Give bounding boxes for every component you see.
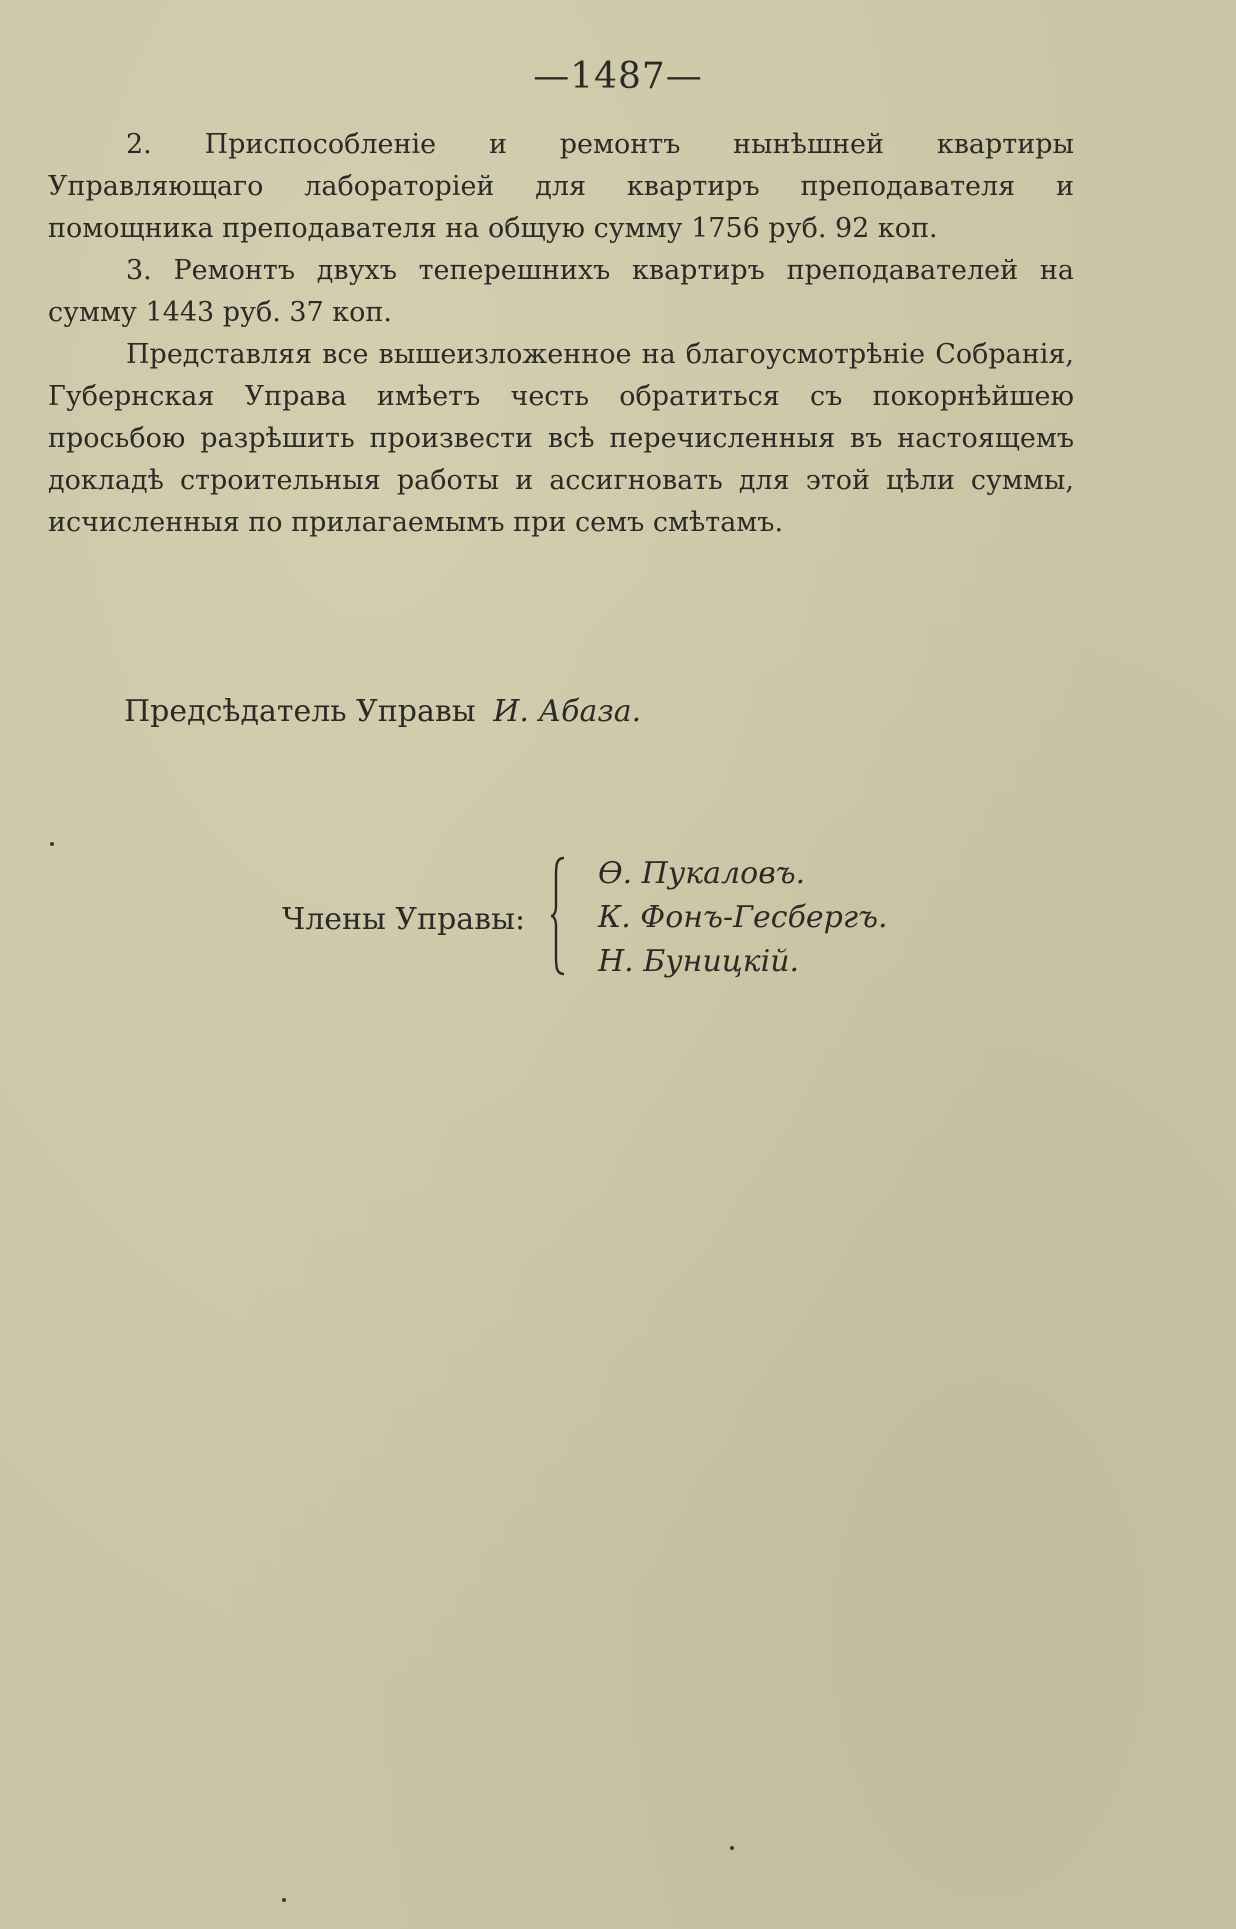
members-label: Члены Управы: — [282, 902, 526, 937]
paragraph-item-2: 2. Приспособленіе и ремонтъ нынѣшней квартиры Управляющаго лабораторіей для квартиръ преподавателя и помощника преподавателя на общую сумму 1756 руб. 92 коп. — [48, 129, 1074, 244]
page-number: —1487— — [533, 56, 703, 97]
member-name: Н. Буницкій. — [598, 944, 800, 979]
members-list — [598, 852, 888, 984]
member-name: К. Фонъ-Гесбергъ. — [598, 900, 888, 935]
paragraph-conclusion: Представляя все вышеизложенное на благоусмотрѣніе Собранія, Губернская Управа имѣетъ честь обратиться съ покорнѣйшею просьбою разрѣшить произвести всѣ перечисленныя въ настоящемъ докладѣ строительныя работы и ассигновать для этой цѣли суммы, исчисленныя по прилагаемымъ при семъ смѣтамъ. — [48, 339, 1074, 538]
chairman-title: Предсѣдатель Управы — [124, 694, 476, 729]
curly-brace-icon — [550, 856, 566, 976]
ink-speck — [730, 1846, 734, 1850]
board-members-block — [282, 852, 982, 982]
body-text — [48, 124, 1074, 544]
paragraph-item-3: 3. Ремонтъ двухъ теперешнихъ квартиръ преподавателей на сумму 1443 руб. 37 коп. — [48, 255, 1074, 328]
ink-speck — [282, 1898, 286, 1902]
member-name: Ѳ. Пукаловъ. — [598, 856, 806, 891]
chairman-name: И. Абаза. — [493, 694, 642, 729]
ink-speck — [50, 842, 54, 846]
chairman-signature — [124, 694, 641, 729]
